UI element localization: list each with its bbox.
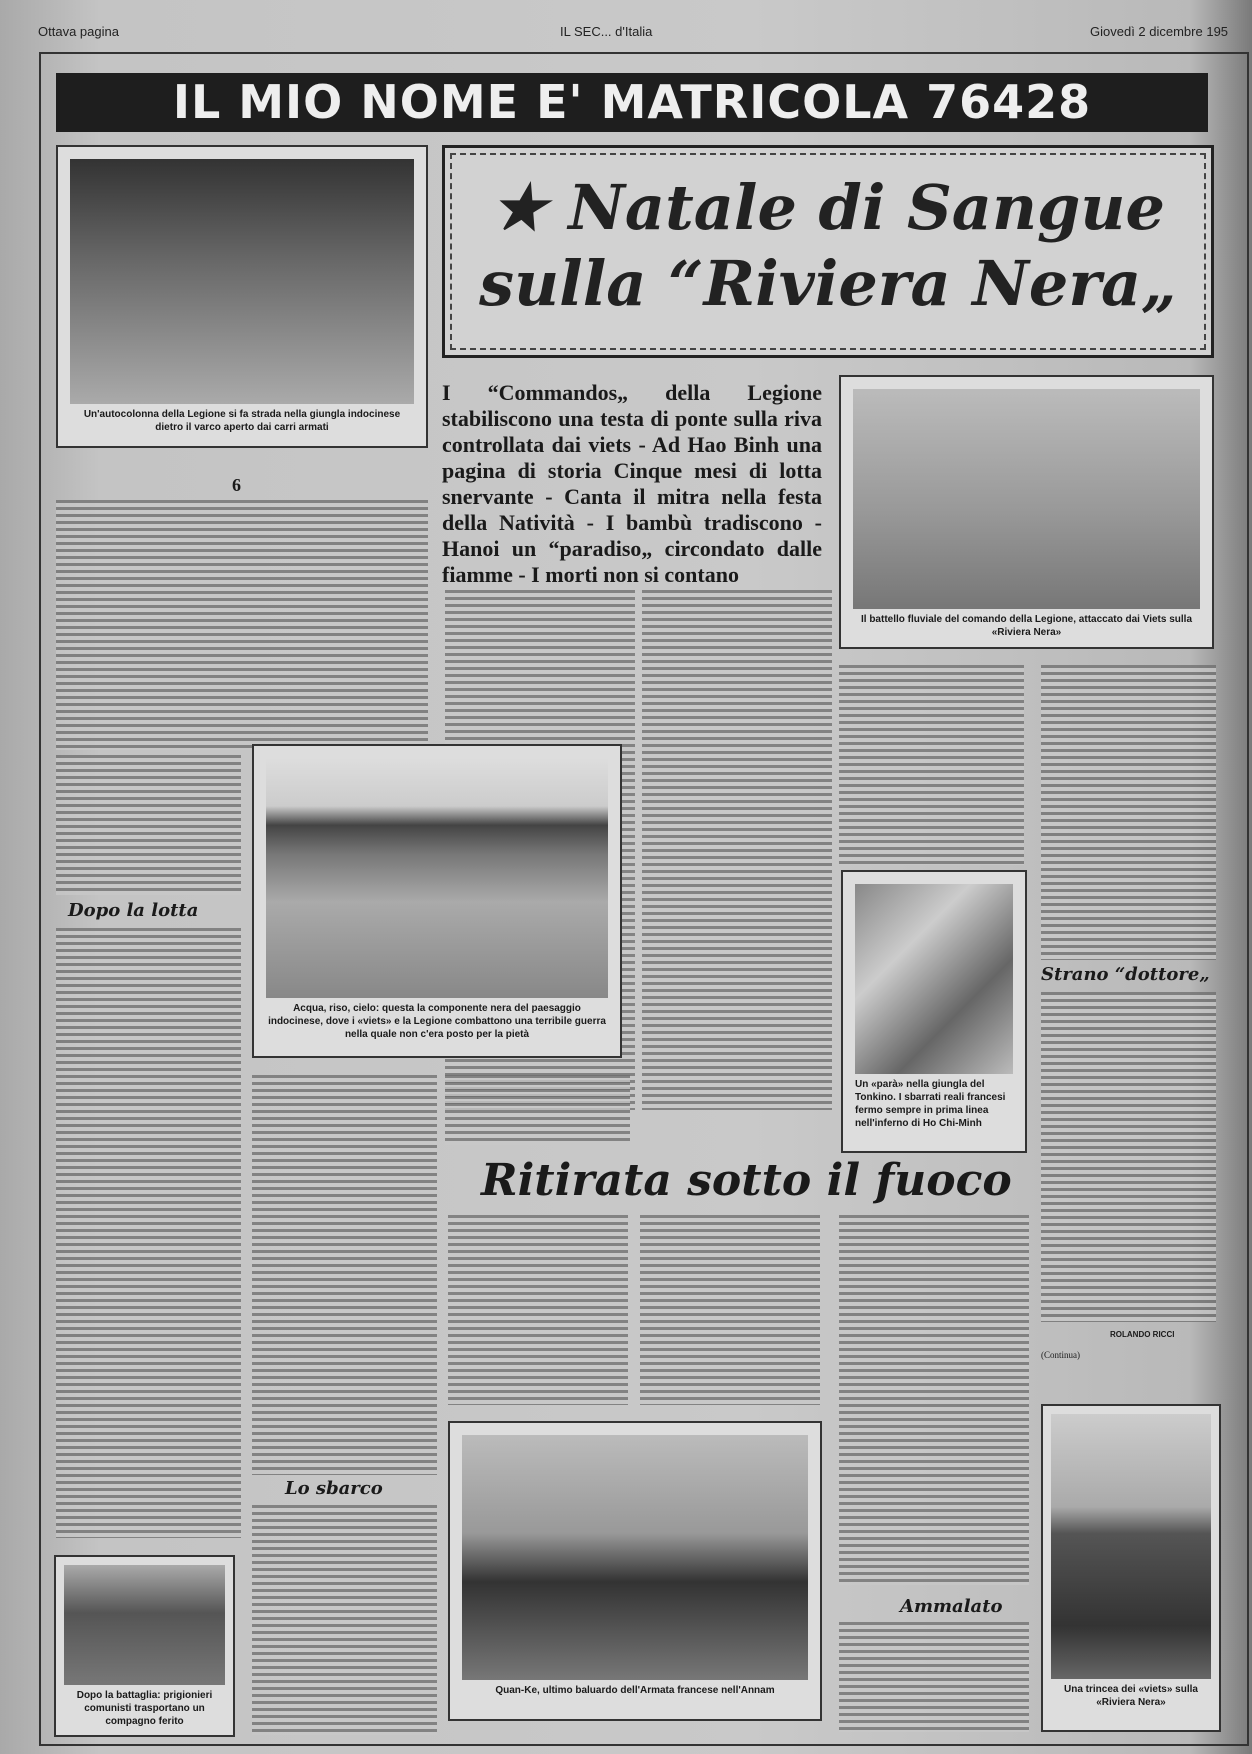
banner-title: IL MIO NOME E' MATRICOLA 76428: [56, 73, 1208, 132]
caption: Il battello fluviale del comando della Legione, attaccato dai Viets sulla «Riviera Nera»: [860, 614, 1192, 638]
installment-number: 6: [232, 475, 241, 495]
article-text: [640, 1215, 820, 1405]
caption: Acqua, riso, cielo: questa la componente nera del paesaggio indocinese, dove i «viets» e la Legione combattono una terribile guerra nella quale non c'era posto per la pietà: [268, 1003, 606, 1040]
photo-rice-field: [252, 744, 622, 1058]
caption: Dopo la battaglia: prigionieri comunisti trasportano un compagno ferito: [76, 1690, 213, 1727]
article-text: [448, 1215, 628, 1405]
article-text: [642, 590, 832, 1110]
section-strano-dottore: Strano “dottore„: [1041, 964, 1210, 985]
masthead: IL SEC... d'Italia: [560, 24, 653, 39]
photo-trench: [1041, 1404, 1221, 1732]
continued-note: (Continua): [1041, 1350, 1080, 1360]
caption: Un'autocolonna della Legione si fa strada nella giungla indocinese dietro il varco aperto dai carri armati: [83, 409, 401, 433]
caption: Una trincea dei «viets» sulla «Riviera Nera»: [1064, 1684, 1198, 1708]
photo-river-boat: [839, 375, 1214, 649]
article-text: [445, 1075, 630, 1145]
subheadline: I “Commandos„ della Legione stabiliscono una testa di ponte sulla riva controllata dai viets - Ad Hao Binh una pagina di storia Cinque mesi di lotta snervante - Canta il mitra nella festa della Natività - I bambù tradiscono - Hanoi un “paradiso„ circondato dalle fiamme - I morti non si contano: [442, 380, 822, 587]
article-text: [56, 755, 241, 895]
article-text: [56, 500, 428, 750]
article-text: [839, 1215, 1029, 1585]
section-ritirata: Ritirata sotto il fuoco: [481, 1155, 1012, 1206]
page-label: Ottava pagina: [38, 24, 119, 39]
headline-line1: ★ Natale di Sangue: [491, 171, 1165, 244]
caption: Un «parà» nella giungla del Tonkino. I sbarrati reali francesi fermo sempre in prima linea nell'inferno di Ho Chi-Minh: [855, 1079, 1006, 1129]
section-lo-sbarco: Lo sbarco: [285, 1478, 383, 1499]
article-text: [839, 1622, 1029, 1732]
article-text: [56, 928, 241, 1538]
article-text: [839, 665, 1024, 865]
section-ammalato: Ammalato: [900, 1596, 1003, 1617]
photo-jungle-convoy: [56, 145, 428, 448]
date: Giovedì 2 dicembre 195: [1090, 24, 1229, 39]
headline-box: [442, 145, 1214, 358]
section-dopo-la-lotta: Dopo la lotta: [68, 900, 199, 921]
article-text: [1041, 992, 1216, 1322]
caption: Quan-Ke, ultimo baluardo dell'Armata francese nell'Annam: [495, 1685, 775, 1696]
article-text: [1041, 665, 1216, 960]
photo-quan-ke: [448, 1421, 822, 1721]
article-text: [252, 1505, 437, 1735]
headline-line2: sulla “Riviera Nera„: [479, 247, 1177, 320]
article-text: [252, 1075, 437, 1475]
byline: ROLANDO RICCI: [1110, 1330, 1175, 1339]
photo-prisoners: [54, 1555, 235, 1737]
photo-paratrooper: [841, 870, 1027, 1153]
